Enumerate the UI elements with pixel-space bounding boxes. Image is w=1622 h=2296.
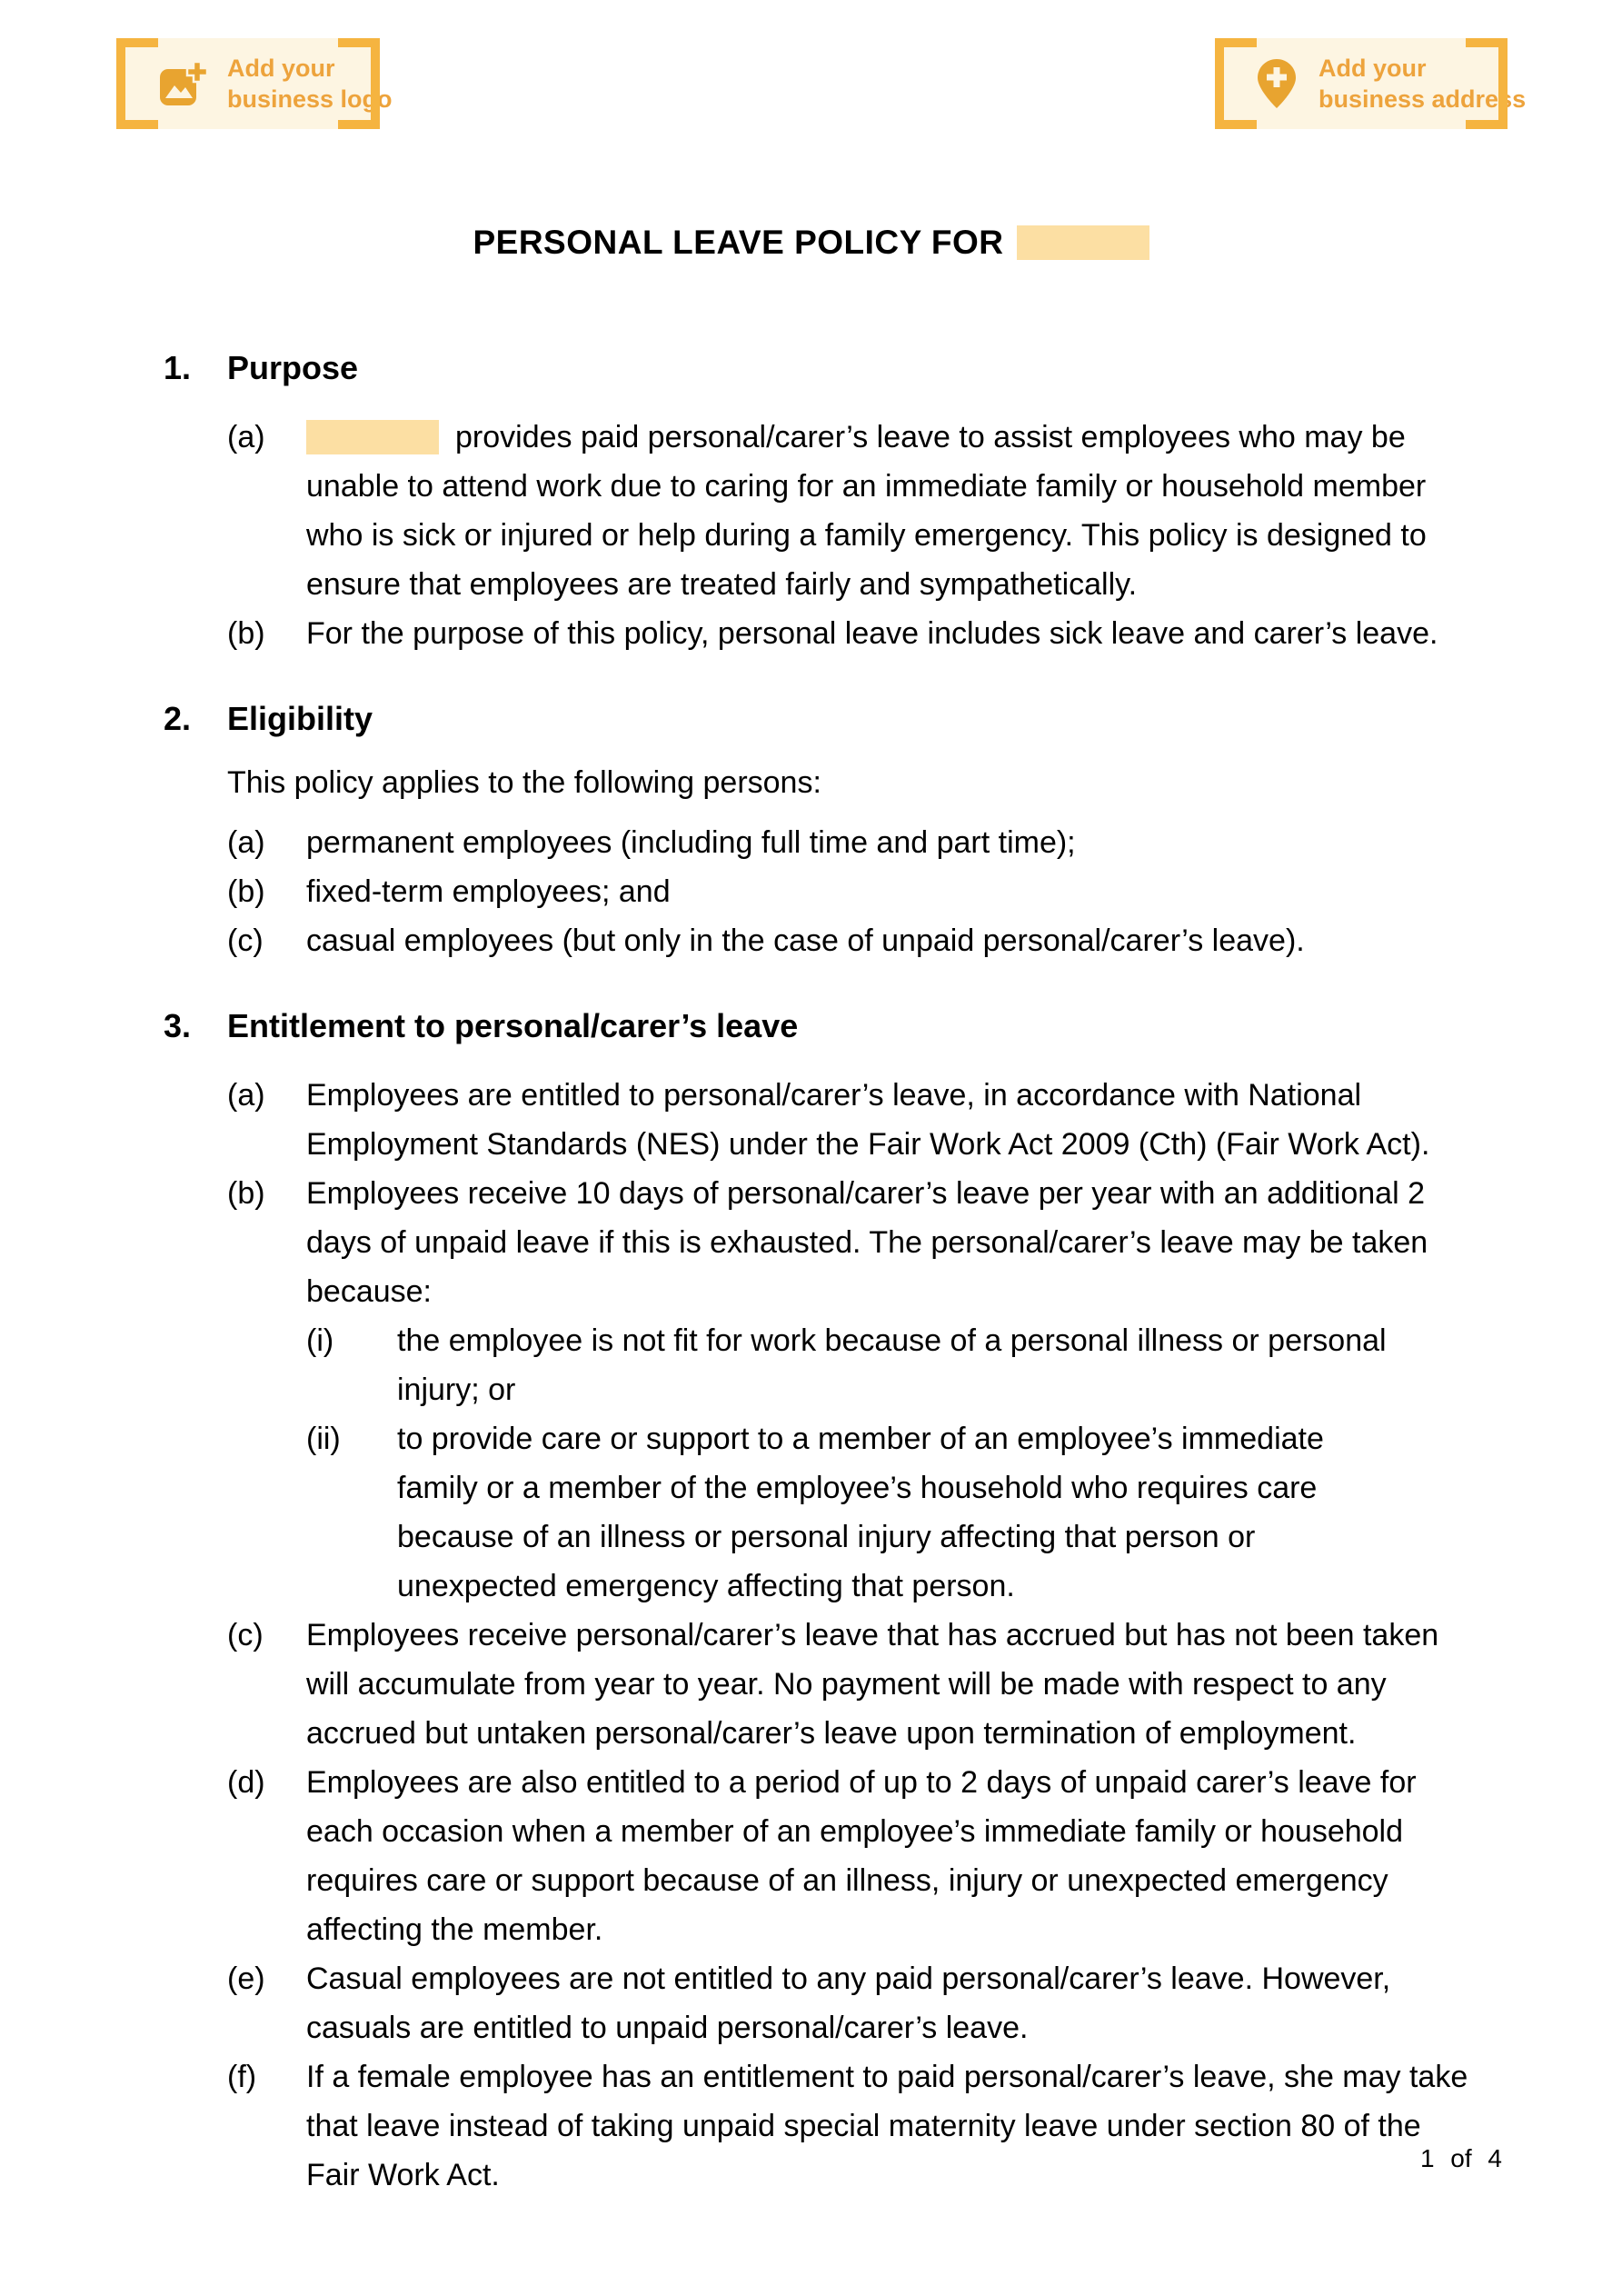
list-item — [227, 609, 1470, 658]
list-marker: (f) — [227, 2060, 257, 2094]
list-marker: (b) — [227, 616, 265, 651]
section-number: 1. — [164, 349, 192, 386]
list-item — [227, 413, 1470, 609]
section-heading-entitlement — [164, 1002, 1470, 1051]
section-title: Entitlement to personal/carer’s leave — [227, 1007, 799, 1044]
paragraph-text: Employees receive personal/carer’s leave that has accrued but has not been taken will accumulate from year to year. No payment will be made with respect to any accrued but untaken personal/carer’s leave upon termination of employment. — [306, 1618, 1439, 1751]
badge-label: Add your business logo — [227, 55, 393, 113]
list-item — [227, 2052, 1470, 2200]
list-item — [227, 867, 1470, 916]
image-plus-icon — [156, 58, 207, 109]
list-marker: (i) — [306, 1323, 334, 1358]
page-number: 1 of 4 — [1419, 2144, 1502, 2172]
list-marker: (a) — [227, 825, 265, 860]
list-text — [306, 413, 1470, 609]
list-item — [227, 1071, 1470, 1169]
list-item — [227, 1758, 1470, 1954]
paragraph-text: Employees are also entitled to a period of up to 2 days of unpaid carer’s leave for each occasion when a member of an employee’s immediate family or household requires care or support because of an illness, injury or unexpected emergency affecting the member. — [306, 1765, 1417, 1947]
add-business-address-badge[interactable] — [1215, 38, 1527, 129]
list-marker: (b) — [227, 874, 265, 909]
page-title — [0, 224, 1622, 262]
paragraph-text: Casual employees are not entitled to any paid personal/carer’s leave. However, casuals are entitled to unpaid personal/carer’s leave. — [306, 1962, 1391, 2045]
list-item — [227, 1611, 1470, 1758]
section-intro: This policy applies to the following persons: — [227, 765, 821, 800]
paragraph-text: casual employees (but only in the case of unpaid personal/carer’s leave). — [306, 923, 1305, 958]
badge-label: Add your business address — [1318, 55, 1527, 113]
sub-list-item — [306, 1414, 1470, 1611]
sub-list-item — [306, 1316, 1470, 1414]
list-marker: (a) — [227, 1078, 265, 1113]
paragraph-text: permanent employees (including full time and part time); — [306, 825, 1076, 860]
list-marker: (c) — [227, 923, 264, 958]
add-business-logo-badge[interactable] — [116, 38, 393, 129]
list-item — [227, 1169, 1470, 1316]
paragraph-text: fixed-term employees; and — [306, 874, 671, 909]
list-marker: (d) — [227, 1765, 265, 1800]
section-number: 3. — [164, 1007, 192, 1044]
paragraph-text: If a female employee has an entitlement to paid personal/carer’s leave, she may take that leave instead of taking unpaid special maternity leave under section 80 of the Fair Work Act. — [306, 2060, 1468, 2192]
business-name-placeholder[interactable] — [1017, 225, 1149, 260]
title-text: PERSONAL LEAVE POLICY FOR — [473, 224, 1004, 261]
paragraph-text: provides paid personal/carer’s leave to assist employees who may be unable to attend work due to caring for an immediate family or household member who is sick or injured or help during a family emergency. This policy is designed to ensure that employees are treated fairly and sympathetically. — [306, 420, 1427, 602]
document-body — [164, 264, 1470, 2200]
list-item — [227, 916, 1470, 965]
section-heading-eligibility — [164, 694, 1470, 744]
list-item — [227, 818, 1470, 867]
section-heading-purpose — [164, 344, 1470, 393]
list-marker: (b) — [227, 1176, 265, 1211]
paragraph-text: For the purpose of this policy, personal leave includes sick leave and carer’s leave. — [306, 616, 1438, 651]
paragraph-text: Employees are entitled to personal/carer’s leave, in accordance with National Employment Standards (NES) under the Fair Work Act 2009 (Cth) (Fair Work Act). — [306, 1078, 1430, 1162]
list-marker: (e) — [227, 1962, 265, 1996]
list-item — [227, 1954, 1470, 2052]
section-title: Eligibility — [227, 700, 373, 737]
list-marker: (a) — [227, 420, 265, 454]
paragraph-text: Employees receive 10 days of personal/carer’s leave per year with an additional 2 days of unpaid leave if this is exhausted. The personal/carer’s leave may be taken because: — [306, 1176, 1428, 1309]
list-marker: (ii) — [306, 1422, 341, 1456]
business-name-placeholder[interactable] — [306, 420, 439, 454]
paragraph-text: to provide care or support to a member of an employee’s immediate family or a member of the employee’s household who requires care because of an illness or personal injury affecting that person or unexpected emergency affecting that person. — [397, 1422, 1324, 1603]
map-pin-plus-icon — [1255, 57, 1299, 110]
section-title: Purpose — [227, 349, 359, 386]
list-marker: (c) — [227, 1618, 264, 1652]
section-number: 2. — [164, 700, 192, 737]
paragraph-text: the employee is not fit for work because of a personal illness or personal injury; or — [397, 1323, 1387, 1407]
